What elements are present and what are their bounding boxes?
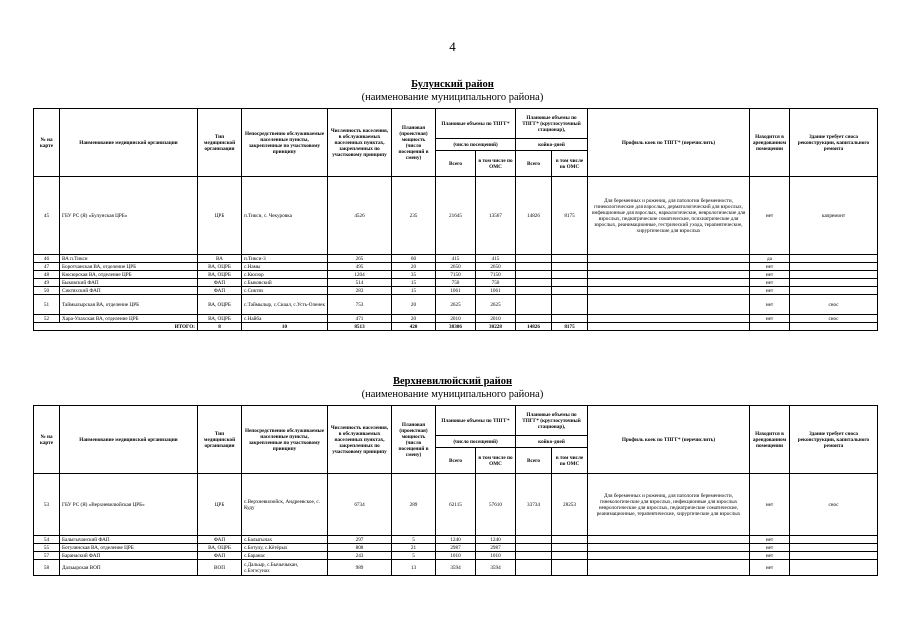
total-empty bbox=[588, 323, 750, 331]
cell-rented: нет bbox=[750, 315, 790, 323]
cell-settlements: с.Быковский bbox=[242, 279, 328, 287]
header-visits: (число посещений) bbox=[436, 139, 516, 151]
district-subtitle: (наименование муниципального района) bbox=[361, 389, 544, 400]
cell-num: 54 bbox=[34, 536, 60, 544]
cell-org-type: ФАП bbox=[198, 536, 242, 544]
table-row bbox=[34, 177, 878, 255]
table-row bbox=[34, 287, 878, 295]
cell-beds-total bbox=[516, 315, 552, 323]
cell-population: 265 bbox=[328, 255, 392, 263]
total-row bbox=[34, 323, 878, 331]
cell-visits-oms: 2650 bbox=[476, 263, 516, 271]
total-beds-oms: 8175 bbox=[552, 323, 588, 331]
header-total: Всего bbox=[436, 151, 476, 177]
cell-org-type: ВА, ОЦРБ bbox=[198, 263, 242, 271]
cell-profile bbox=[588, 552, 750, 560]
cell-visits-oms: 3594 bbox=[476, 560, 516, 576]
cell-population: 495 bbox=[328, 263, 392, 271]
total-visits-total: 38306 bbox=[436, 323, 476, 331]
cell-settlements: с.Ботулу, с.Кётёрых bbox=[242, 544, 328, 552]
cell-rented: нет bbox=[750, 552, 790, 560]
district-subtitle: (наименование муниципального района) bbox=[361, 92, 544, 103]
district-table bbox=[33, 405, 878, 576]
cell-settlements: с.Таймылыр, с.Сиаал, с.Усть-Оленек bbox=[242, 295, 328, 315]
district-table bbox=[33, 108, 878, 331]
cell-repair bbox=[790, 544, 878, 552]
cell-settlements: с.Кюсюр bbox=[242, 271, 328, 279]
cell-beds-total bbox=[516, 271, 552, 279]
cell-population: 1204 bbox=[328, 271, 392, 279]
cell-rented: нет bbox=[750, 271, 790, 279]
cell-beds-oms bbox=[552, 544, 588, 552]
cell-beds-total bbox=[516, 279, 552, 287]
header-incl-oms: в том числе по ОМС bbox=[552, 448, 588, 474]
cell-beds-total: 33734 bbox=[516, 474, 552, 536]
cell-rented: нет bbox=[750, 279, 790, 287]
header-settlements: Непосредственно обслуживаемые населенные пункты, закрепленные по участковому принципу bbox=[242, 406, 328, 474]
cell-capacity: 235 bbox=[392, 177, 436, 255]
cell-beds-total bbox=[516, 552, 552, 560]
total-population: 8513 bbox=[328, 323, 392, 331]
cell-num: 45 bbox=[34, 177, 60, 255]
header-capacity: Плановая (проектная) мощность (число посещений в смену) bbox=[392, 406, 436, 474]
cell-capacity: 20 bbox=[392, 295, 436, 315]
cell-visits-total: 1061 bbox=[436, 287, 476, 295]
cell-beds-total bbox=[516, 295, 552, 315]
cell-org-name: ГБУ РС (Я) «Верхневилюйская ЦРБ» bbox=[60, 474, 198, 536]
cell-org-name: Дальырская ВОП bbox=[60, 560, 198, 576]
cell-population: 808 bbox=[328, 544, 392, 552]
cell-org-type: ФАП bbox=[198, 287, 242, 295]
cell-visits-oms: 1010 bbox=[476, 552, 516, 560]
cell-beds-oms: 28253 bbox=[552, 474, 588, 536]
cell-visits-total: 1010 bbox=[436, 552, 476, 560]
cell-visits-total: 21645 bbox=[436, 177, 476, 255]
cell-profile: Для беременных и рожениц, для патологии беременности, гинекологические для взрослых, инфекционные для взрослых неврологические для взрослых, педиатрические соматические, реанимационные, терапевтические, хирургические для взрослых bbox=[588, 474, 750, 536]
cell-rented: нет bbox=[750, 287, 790, 295]
cell-org-type: ВА, ОЦРБ bbox=[198, 544, 242, 552]
cell-visits-oms: 2010 bbox=[476, 315, 516, 323]
cell-visits-oms: 13567 bbox=[476, 177, 516, 255]
cell-visits-oms: 7150 bbox=[476, 271, 516, 279]
cell-org-type: ВОП bbox=[198, 560, 242, 576]
cell-repair bbox=[790, 263, 878, 271]
cell-population: 4526 bbox=[328, 177, 392, 255]
cell-population: 753 bbox=[328, 295, 392, 315]
table-row bbox=[34, 255, 878, 263]
cell-org-name: Ботулинская ВА, отделение ЦРБ bbox=[60, 544, 198, 552]
header-bed-days: койко-дней bbox=[516, 139, 588, 151]
cell-settlements: с.Верхневилюйск, Андреевское, с. Кудy bbox=[242, 474, 328, 536]
cell-org-name: Таймылырская ВА, отделение ЦРБ bbox=[60, 295, 198, 315]
cell-rented: нет bbox=[750, 263, 790, 271]
table-row bbox=[34, 271, 878, 279]
cell-num: 57 bbox=[34, 552, 60, 560]
cell-population: 243 bbox=[328, 552, 392, 560]
cell-settlements: с.Дальыр, с.Бычычыкан, с.Бэгэсунах bbox=[242, 560, 328, 576]
header-profile: Профиль коек по ТПГГ* (перечислить) bbox=[588, 406, 750, 474]
cell-org-name: Хара-Улахская ВА, отделение ЦРБ bbox=[60, 315, 198, 323]
cell-beds-total bbox=[516, 263, 552, 271]
cell-beds-oms bbox=[552, 255, 588, 263]
cell-visits-total: 62115 bbox=[436, 474, 476, 536]
cell-org-name: Боротчанская ВА, отделение ЦРБ bbox=[60, 263, 198, 271]
header-settlements: Непосредственно обслуживаемые населенные пункты, закрепленные по участковому принципу bbox=[242, 109, 328, 177]
cell-population: 297 bbox=[328, 536, 392, 544]
cell-org-type: ВА bbox=[198, 255, 242, 263]
cell-beds-oms: 8175 bbox=[552, 177, 588, 255]
cell-rented: нет bbox=[750, 177, 790, 255]
header-profile: Профиль коек по ТПГГ* (перечислить) bbox=[588, 109, 750, 177]
header-org-name: Наименование медицинской организации bbox=[60, 109, 198, 177]
cell-profile bbox=[588, 560, 750, 576]
cell-repair bbox=[790, 287, 878, 295]
cell-population: 283 bbox=[328, 287, 392, 295]
cell-capacity: 15 bbox=[392, 287, 436, 295]
total-capacity: 420 bbox=[392, 323, 436, 331]
cell-settlements: п.Тикси-3 bbox=[242, 255, 328, 263]
cell-capacity: 5 bbox=[392, 552, 436, 560]
cell-repair: капремонт bbox=[790, 177, 878, 255]
cell-population: 6734 bbox=[328, 474, 392, 536]
header-org-type: Тип медицинской организации bbox=[198, 406, 242, 474]
cell-visits-oms: 750 bbox=[476, 279, 516, 287]
cell-rented: нет bbox=[750, 474, 790, 536]
header-total: Всего bbox=[436, 448, 476, 474]
cell-beds-total bbox=[516, 287, 552, 295]
cell-org-type: ВА, ОЦРБ bbox=[198, 295, 242, 315]
cell-num: 49 bbox=[34, 279, 60, 287]
cell-num: 53 bbox=[34, 474, 60, 536]
cell-beds-oms bbox=[552, 315, 588, 323]
cell-capacity: 35 bbox=[392, 271, 436, 279]
cell-population: 471 bbox=[328, 315, 392, 323]
header-visits: (число посещений) bbox=[436, 436, 516, 448]
cell-settlements: п.Тикси, с. Чекуровка bbox=[242, 177, 328, 255]
cell-org-type: ЦРБ bbox=[198, 474, 242, 536]
cell-repair bbox=[790, 552, 878, 560]
header-capacity: Плановая (проектная) мощность (число посещений в смену) bbox=[392, 109, 436, 177]
header-bed-days: койко-дней bbox=[516, 436, 588, 448]
table-row bbox=[34, 295, 878, 315]
cell-org-type: ВА, ОЦРБ bbox=[198, 315, 242, 323]
cell-visits-total: 7150 bbox=[436, 271, 476, 279]
cell-repair: снос bbox=[790, 295, 878, 315]
cell-beds-oms bbox=[552, 295, 588, 315]
cell-repair bbox=[790, 271, 878, 279]
cell-visits-oms: 57610 bbox=[476, 474, 516, 536]
cell-visits-total: 2650 bbox=[436, 263, 476, 271]
header-total: Всего bbox=[516, 151, 552, 177]
cell-beds-total: 14826 bbox=[516, 177, 552, 255]
cell-population: 514 bbox=[328, 279, 392, 287]
cell-repair bbox=[790, 560, 878, 576]
header-inpatient: Плановые объемы по ТПГГ* (круглосуточный стационар), bbox=[516, 109, 588, 139]
cell-org-type: ФАП bbox=[198, 279, 242, 287]
cell-org-name: Балыгычанский ФАП bbox=[60, 536, 198, 544]
header-inpatient: Плановые объемы по ТПГГ* (круглосуточный стационар), bbox=[516, 406, 588, 436]
cell-num: 48 bbox=[34, 271, 60, 279]
total-count: 8 bbox=[198, 323, 242, 331]
cell-profile bbox=[588, 279, 750, 287]
table-row bbox=[34, 544, 878, 552]
cell-visits-total: 1240 bbox=[436, 536, 476, 544]
page-number: 4 bbox=[449, 39, 456, 54]
cell-num: 55 bbox=[34, 544, 60, 552]
cell-visits-total: 2987 bbox=[436, 544, 476, 552]
cell-profile bbox=[588, 295, 750, 315]
table-row bbox=[34, 552, 878, 560]
cell-org-name: Сиктяхский ФАП bbox=[60, 287, 198, 295]
cell-visits-total: 2625 bbox=[436, 295, 476, 315]
cell-beds-oms bbox=[552, 552, 588, 560]
cell-repair bbox=[790, 279, 878, 287]
total-visits-oms: 30228 bbox=[476, 323, 516, 331]
header-reconstruction: Здание требует сноса реконструкции, капитального ремонта bbox=[790, 109, 878, 177]
cell-settlements: с.Намы bbox=[242, 263, 328, 271]
cell-rented: нет bbox=[750, 536, 790, 544]
header-incl-oms: в том числе по ОМС bbox=[476, 448, 516, 474]
cell-profile bbox=[588, 271, 750, 279]
total-settlements: 10 bbox=[242, 323, 328, 331]
cell-capacity: 20 bbox=[392, 315, 436, 323]
total-beds-total: 14826 bbox=[516, 323, 552, 331]
cell-visits-total: 3594 bbox=[436, 560, 476, 576]
cell-profile bbox=[588, 255, 750, 263]
cell-profile bbox=[588, 536, 750, 544]
cell-visits-oms: 2625 bbox=[476, 295, 516, 315]
cell-beds-total bbox=[516, 255, 552, 263]
cell-org-type: ВА, ОЦРБ bbox=[198, 271, 242, 279]
cell-org-type: ФАП bbox=[198, 552, 242, 560]
cell-num: 47 bbox=[34, 263, 60, 271]
header-planned-tpgg: Плановые объемы по ТПГГ* bbox=[436, 109, 516, 139]
cell-num: 46 bbox=[34, 255, 60, 263]
cell-capacity: 21 bbox=[392, 544, 436, 552]
cell-repair bbox=[790, 536, 878, 544]
table-row bbox=[34, 560, 878, 576]
cell-settlements: с.Балыгычах bbox=[242, 536, 328, 544]
cell-org-name: Быковский ФАП bbox=[60, 279, 198, 287]
cell-repair bbox=[790, 255, 878, 263]
cell-settlements: с.Сиктях bbox=[242, 287, 328, 295]
cell-rented: нет bbox=[750, 560, 790, 576]
total-empty bbox=[750, 323, 790, 331]
cell-beds-oms bbox=[552, 279, 588, 287]
cell-capacity: 60 bbox=[392, 255, 436, 263]
cell-rented: да bbox=[750, 255, 790, 263]
cell-capacity: 15 bbox=[392, 279, 436, 287]
cell-beds-oms bbox=[552, 287, 588, 295]
district-title: Булунский район bbox=[411, 79, 494, 90]
cell-num: 51 bbox=[34, 295, 60, 315]
cell-profile: Для беременных и рожениц, для патологии беременности, гинекологические для взрослых, дерматологический для взрослых, инфекционные для взрослых, наркологические, неврологические для взрослых, педиатрические соматические, психиатрические для взрослых, реанимационные, гестрический ухода, терапевтические, хирургические для взрослых bbox=[588, 177, 750, 255]
cell-settlements: с.Баранас bbox=[242, 552, 328, 560]
table-row bbox=[34, 279, 878, 287]
header-org-type: Тип медицинской организации bbox=[198, 109, 242, 177]
cell-capacity: 13 bbox=[392, 560, 436, 576]
cell-capacity: 5 bbox=[392, 536, 436, 544]
header-reconstruction: Здание требует сноса реконструкции, капитального ремонта bbox=[790, 406, 878, 474]
cell-beds-total bbox=[516, 544, 552, 552]
header-population: Численность населения, в обслуживаемых населенных пунктах, закрепленных по участковому принципу bbox=[328, 109, 392, 177]
table-row bbox=[34, 474, 878, 536]
table-row bbox=[34, 536, 878, 544]
cell-profile bbox=[588, 544, 750, 552]
header-incl-oms: в том числе по ОМС bbox=[476, 151, 516, 177]
total-label: ИТОГО: bbox=[34, 323, 198, 331]
header-planned-tpgg: Плановые объемы по ТПГГ* bbox=[436, 406, 516, 436]
cell-num: 52 bbox=[34, 315, 60, 323]
cell-org-name: ГБУ РС (Я) «Булунская ЦРБ» bbox=[60, 177, 198, 255]
cell-settlements: с.Найба bbox=[242, 315, 328, 323]
cell-num: 50 bbox=[34, 287, 60, 295]
cell-repair: снос bbox=[790, 315, 878, 323]
cell-num: 58 bbox=[34, 560, 60, 576]
district-title: Верхневилюйский район bbox=[392, 376, 513, 387]
total-empty bbox=[790, 323, 878, 331]
cell-profile bbox=[588, 287, 750, 295]
cell-rented: нет bbox=[750, 295, 790, 315]
cell-beds-total bbox=[516, 560, 552, 576]
cell-profile bbox=[588, 315, 750, 323]
cell-repair: снос bbox=[790, 474, 878, 536]
table-row bbox=[34, 263, 878, 271]
cell-org-name: ВА п.Тикси bbox=[60, 255, 198, 263]
header-incl-oms: в том числе по ОМС bbox=[552, 151, 588, 177]
cell-profile bbox=[588, 263, 750, 271]
cell-visits-oms: 1240 bbox=[476, 536, 516, 544]
cell-population: 989 bbox=[328, 560, 392, 576]
table-row bbox=[34, 315, 878, 323]
header-population: Численность населения, в обслуживаемых населенных пунктах, закрепленных по участковому принципу bbox=[328, 406, 392, 474]
header-num: № на карте bbox=[34, 406, 60, 474]
header-rented: Находится в арендованном помещении bbox=[750, 109, 790, 177]
cell-visits-oms: 2987 bbox=[476, 544, 516, 552]
cell-beds-oms bbox=[552, 536, 588, 544]
cell-visits-total: 750 bbox=[436, 279, 476, 287]
header-num: № на карте bbox=[34, 109, 60, 177]
cell-visits-total: 415 bbox=[436, 255, 476, 263]
cell-capacity: 289 bbox=[392, 474, 436, 536]
header-total: Всего bbox=[516, 448, 552, 474]
cell-visits-oms: 1061 bbox=[476, 287, 516, 295]
cell-capacity: 20 bbox=[392, 263, 436, 271]
cell-beds-oms bbox=[552, 271, 588, 279]
cell-rented: нет bbox=[750, 544, 790, 552]
header-org-name: Наименование медицинской организации bbox=[60, 406, 198, 474]
cell-org-name: Баранаский ФАП bbox=[60, 552, 198, 560]
cell-beds-total bbox=[516, 536, 552, 544]
cell-visits-total: 2010 bbox=[436, 315, 476, 323]
cell-beds-oms bbox=[552, 560, 588, 576]
header-rented: Находится в арендованном помещении bbox=[750, 406, 790, 474]
cell-org-type: ЦРБ bbox=[198, 177, 242, 255]
cell-beds-oms bbox=[552, 263, 588, 271]
cell-visits-oms: 415 bbox=[476, 255, 516, 263]
cell-org-name: Кюсюрская ВА, отделение ЦРБ bbox=[60, 271, 198, 279]
